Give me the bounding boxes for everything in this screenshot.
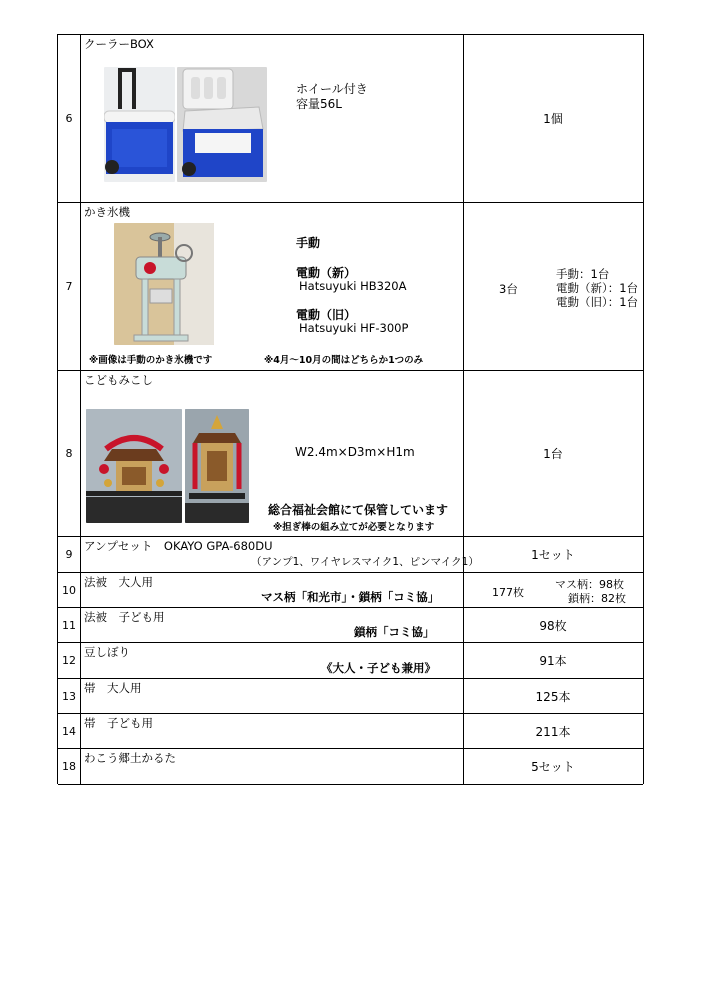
item-cell [81,537,479,572]
quantity-breakdown: マス柄：98枚 [555,578,624,591]
item-cell [81,371,464,536]
item-detail: （アンプ1、ワイヤレスマイク1、ピンマイク1） [251,556,479,568]
item-cell [81,643,464,678]
table-row-12 [58,643,643,679]
item-cell [81,35,464,202]
quantity-cell: 1個 [543,112,563,126]
row-number: 18 [58,749,81,784]
quantity-breakdown: 鎖柄：82枚 [568,592,626,605]
row-number: 7 [58,203,81,370]
item-detail: 鎖柄「コミ協」 [354,625,435,639]
inventory-table [57,34,644,784]
row-number: 11 [58,608,81,642]
quantity-cell: 91本 [539,654,567,668]
table-row-10 [58,573,643,608]
mikoshi-storage: 総合福祉会館にて保管しています [268,503,449,517]
mikoshi-size: W2.4m×D3m×H1m [295,445,415,459]
manual-label: 手動 [296,236,321,250]
table-row-14 [58,714,643,749]
item-name: 帯 大人用 [84,681,142,695]
mikoshi-photo [86,409,182,523]
row-number: 12 [58,643,81,678]
quantity-cell [464,573,642,607]
electric-old-label: 電動（旧） [296,308,357,322]
quantity-cell: 5セット [531,760,575,774]
item-cell [81,749,464,784]
item-name: アンプセット OKAYO GPA-680DU [84,539,273,553]
table-row-11 [58,608,643,643]
item-desc-line: 容量56L [296,97,342,111]
quantity-cell: 211本 [535,724,571,739]
item-name: 法被 子ども用 [84,610,165,624]
table-row-9 [58,537,643,573]
period-note: ※4月～10月の間はどちらか1つのみ [264,355,424,366]
quantity-cell: 98枚 [539,618,567,633]
item-cell [81,679,464,713]
quantity-cell: 125本 [535,689,571,704]
cooler-closed-photo [104,67,175,182]
item-name: 帯 子ども用 [84,716,153,730]
electric-old-model: Hatsuyuki HF-300P [299,321,409,335]
quantity-breakdown: 電動（旧）：1台 [556,295,639,309]
shaved-ice-machine-photo [114,223,214,345]
quantity-breakdown: 電動（新）：1台 [556,281,639,295]
table-row-13 [58,679,643,714]
table-row-7 [58,203,643,371]
item-name: クーラーBOX [84,37,154,51]
image-note: ※画像は手動のかき氷機です [89,355,213,366]
electric-new-model: Hatsuyuki HB320A [299,279,407,293]
row-number: 10 [58,573,81,607]
item-cell [81,714,464,748]
table-row-6 [58,35,643,203]
item-name: 豆しぼり [84,645,130,659]
item-name: わこう郷土かるた [84,751,176,765]
quantity-cell: 1台 [543,447,563,461]
quantity-total: 3台 [499,282,518,296]
item-cell [81,608,464,642]
mikoshi-front-photo [185,409,249,523]
item-desc-line: ホイール付き [296,82,368,96]
item-name: 法被 大人用 [84,575,153,589]
quantity-breakdown: 手動：1台 [556,267,610,281]
cooler-open-photo [177,67,267,182]
row-number: 13 [58,679,81,713]
row-number: 14 [58,714,81,748]
row-number: 9 [58,537,81,572]
quantity-cell: 1セット [531,548,575,562]
quantity-total: 177枚 [492,586,524,599]
item-name: こどもみこし [84,373,153,387]
quantity-cell [464,203,642,370]
row-number: 8 [58,371,81,536]
item-cell [81,573,464,607]
table-row-18 [58,749,643,785]
mikoshi-assembly-note: ※担ぎ棒の組み立てが必要となります [273,522,435,533]
electric-new-label: 電動（新） [296,266,357,280]
row-number: 6 [58,35,81,202]
item-detail: マス柄「和光市」・鎖柄「コミ協」 [261,590,440,604]
item-cell [81,203,464,370]
table-row-8 [58,371,643,537]
item-name: かき氷機 [84,205,130,219]
item-detail: 《大人・子ども兼用》 [321,661,436,675]
